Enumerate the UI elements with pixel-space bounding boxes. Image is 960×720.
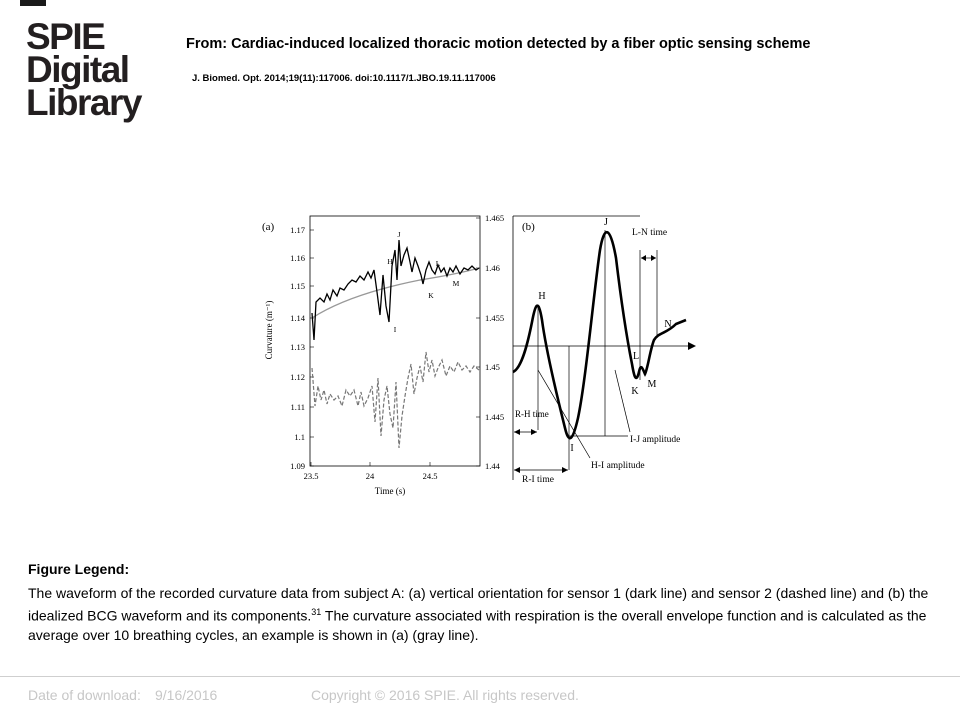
legend-text-part2: The curvature associated with respiration is the overall envelope function and is calculated as the average over 10 breathing cycles, an example is shown in (a) (gray line). [28,607,927,643]
wave-label-j: J [604,217,608,228]
x-tick: 24.5 [422,471,438,481]
download-date-value: 9/16/2016 [155,687,218,703]
panel-b-label: (b) [522,221,535,233]
wave-label-l: L [632,351,640,362]
x-tick: 24 [365,471,375,481]
left-tick: 1.17 [290,225,305,235]
left-tick: 1.13 [290,342,305,352]
figure-legend-heading: Figure Legend: [28,561,130,577]
legend-text-part1: The waveform of the recorded curvature data from subject A: (a) vertical orientation for sensor 1 (dark line) and sensor 2 (dashed line) and (b) the idealized BCG waveform and its components. [28,585,929,624]
panel-b [513,216,696,485]
wave-label-i: I [570,443,574,454]
logo-line-library: Library [26,82,141,123]
x-tick: 23.5 [303,471,319,481]
figure-image [260,210,700,500]
wave-label-k: K [631,386,639,397]
annotation-r-h-time: R-H time [515,409,549,419]
annotation-i-j-amplitude: I-J amplitude [630,435,681,445]
right-tick: 1.455 [485,313,505,323]
wave-label-m: M [452,279,460,288]
article-citation: J. Biomed. Opt. 2014;19(11):117006. doi:10.1117/1.JBO.19.11.117006 [192,73,496,84]
figure-legend-text [28,584,940,645]
wave-label-j: J [397,230,401,239]
panel-a-x-ticks [304,462,438,481]
respiration-envelope-line [312,268,479,318]
left-tick: 1.11 [290,402,305,412]
wave-label-h: H [387,257,393,266]
right-tick: 1.44 [485,461,500,471]
left-tick: 1.15 [290,281,305,291]
left-tick: 1.09 [290,461,305,471]
right-tick: 1.45 [485,362,500,372]
panel-a-left-ticks [290,225,314,471]
logo-line-spie: SPIE [26,16,105,57]
right-tick: 1.445 [485,412,505,422]
left-tick: 1.12 [290,372,305,382]
annotation-h-i-amplitude: H-I amplitude [591,461,645,471]
footer-divider [0,676,960,677]
panel-a [262,213,504,496]
annotation-l-n-time: L-N time [632,228,668,238]
annotation-r-i-time: R-I time [522,475,554,485]
logo-line-digital: Digital [26,49,129,90]
download-date-label: Date of download: [28,687,141,703]
bcg-waveform [513,232,686,438]
wave-label-k: K [428,291,434,300]
wave-label-i: I [393,325,397,334]
right-tick: 1.46 [485,263,500,273]
article-title: From: Cardiac-induced localized thoracic motion detected by a fiber optic sensing scheme [186,36,811,52]
right-tick: 1.465 [485,213,505,223]
wave-label-l: L [435,259,441,268]
left-tick: 1.16 [290,253,305,263]
spie-logo [26,16,156,123]
sensor2-dashed-curve [312,352,479,448]
copyright-notice: Copyright © 2016 SPIE. All rights reserved. [311,687,579,703]
panel-a-label: (a) [262,221,275,233]
top-bar-mark [20,0,46,6]
panel-a-xlabel: Time (s) [374,486,406,496]
left-tick: 1.14 [290,313,305,323]
wave-label-h: H [538,291,546,302]
wave-label-m: M [647,379,657,390]
legend-reference: 31 [311,607,322,617]
panel-a-ylabel: Curvature (m⁻¹) [264,300,274,360]
wave-label-n: N [664,319,672,330]
left-tick: 1.1 [294,432,305,442]
